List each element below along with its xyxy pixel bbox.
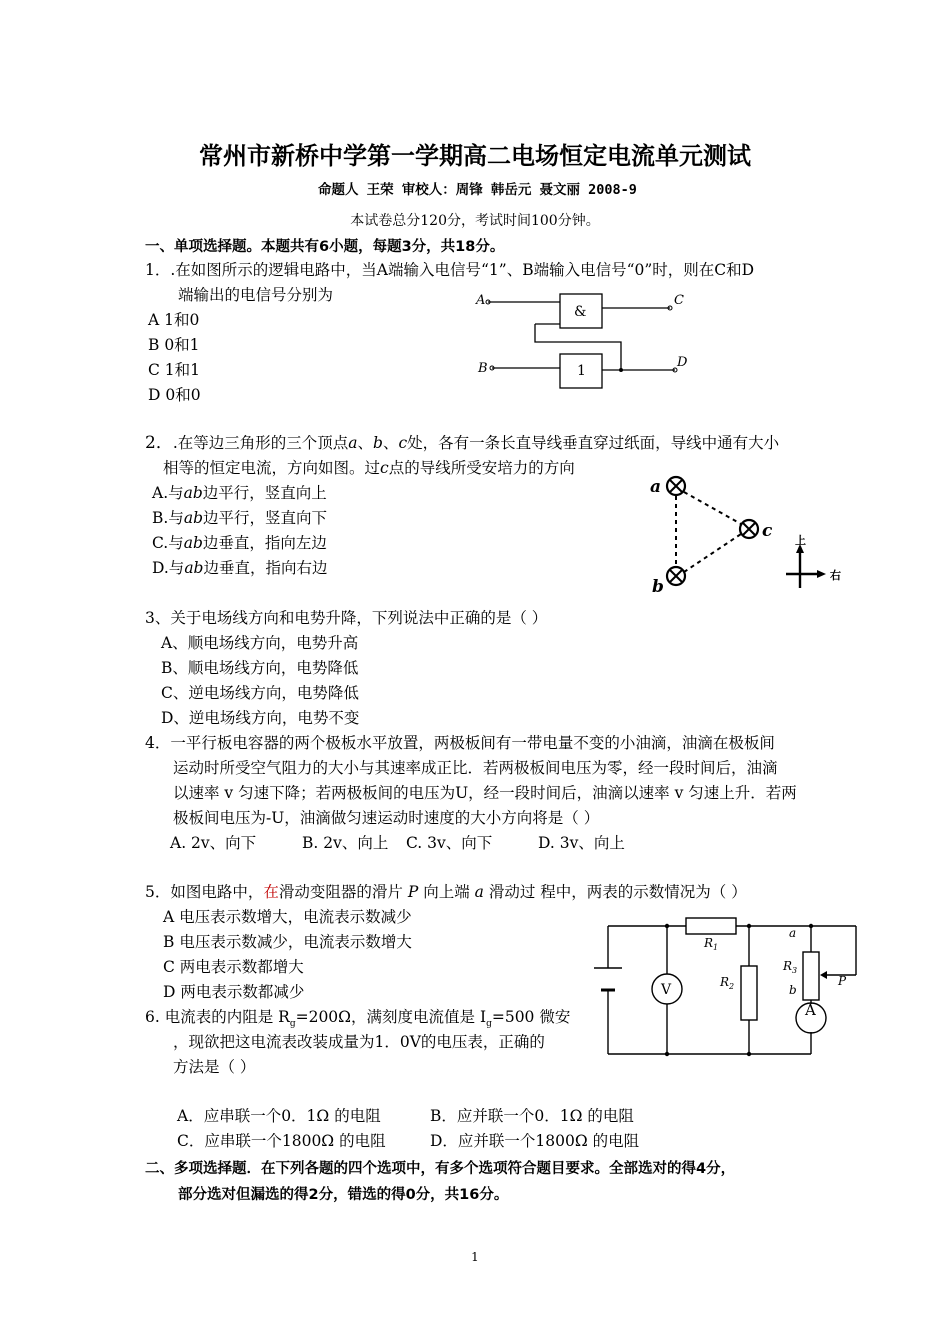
q1-option-a: A 1和0 — [148, 311, 200, 329]
q3-option-d: D、逆电场线方向，电势不变 — [161, 709, 360, 727]
section2-heading-line2: 部分选对但漏选的得2分，错选的得0分，共16分。 — [178, 1187, 509, 1203]
q2-option-d: D.与ab边垂直，指向右边 — [152, 559, 328, 577]
q1-option-b: B 0和1 — [148, 336, 200, 354]
q1-option-c: C 1和1 — [148, 361, 201, 379]
q1-option-d: D 0和0 — [148, 386, 201, 404]
authors-line: 命题人 王荣 审校人：周锋 韩岳元 聂文丽 2008-9 — [318, 182, 637, 198]
slider-p-label: P — [838, 974, 847, 988]
q5-option-d: D 两电表示数都减少 — [163, 983, 305, 1001]
terminal-a-label: a — [789, 926, 797, 940]
q2-stem-line1: 2．.在等边三角形的三个顶点a、b、c处，各有一条长直导线垂直穿过纸面，导线中通有大小 — [145, 433, 780, 453]
q6-line3: 方法是（ ） — [173, 1058, 256, 1076]
q6-option-c: C．应串联一个1800Ω 的电阻 — [177, 1132, 386, 1150]
terminal-b-label: b — [789, 983, 797, 997]
r1-label: $R_1$ — [704, 936, 719, 952]
q1-stem-line1: 1．.在如图所示的逻辑电路中，当A端输入电信号“1”、B端输入电信号“0”时，则在C和D — [145, 261, 755, 279]
q6-option-b: B．应并联一个0．1Ω 的电阻 — [430, 1107, 634, 1125]
q2-option-a: A.与ab边平行，竖直向上 — [152, 484, 327, 502]
q6-option-a: A．应串联一个0．1Ω 的电阻 — [177, 1107, 381, 1125]
voltmeter-symbol: V — [661, 982, 672, 998]
triangle-wires-figure — [640, 468, 850, 596]
section2-heading-line1: 二、多项选择题．在下列各题的四个选项中，有多个选项符合题目要求。全部选对的得4分， — [145, 1161, 736, 1177]
section1-heading: 一、单项选择题。本题共有6小题，每题3分，共18分。 — [145, 239, 505, 255]
q5-option-b: B 电压表示数减少，电流表示数增大 — [163, 933, 412, 951]
page-number: 1 — [471, 1250, 479, 1264]
vertex-label-b: b — [652, 577, 664, 597]
q6-line2: ，现欲把这电流表改装成量为1．0V的电压表，正确的 — [173, 1033, 545, 1051]
page-title: 常州市新桥中学第一学期高二电场恒定电流单元测试 — [199, 142, 751, 170]
q2-option-b: B.与ab边平行，竖直向下 — [152, 509, 328, 527]
logic-label-d: D — [677, 355, 688, 370]
q4-option-c: C. 3v、向下 — [406, 834, 493, 852]
q4-option-d: D. 3v、向上 — [538, 834, 625, 852]
q5-stem: 5．如图电路中，在滑动变阻器的滑片 P 向上端 a 滑动过 程中，两表的示数情况为（ ） — [145, 883, 747, 901]
vertex-label-c: c — [762, 521, 773, 541]
circuit-figure — [580, 910, 870, 1060]
q4-line2: 运动时所受空气阻力的大小与其速率成正比．若两极板间电压为零，经一段时间后，油滴 — [173, 759, 778, 777]
logic-label-a: A — [476, 293, 486, 308]
ammeter-symbol: A — [805, 1001, 816, 1019]
q5-option-a: A 电压表示数增大，电流表示数减少 — [163, 908, 412, 926]
logic-label-b: B — [478, 361, 488, 376]
vertex-label-a: a — [650, 477, 662, 497]
and-gate-symbol: & — [574, 304, 587, 320]
not-gate-symbol: 1 — [577, 363, 586, 379]
direction-up-label: 上 — [795, 534, 806, 547]
q3-option-a: A、顺电场线方向，电势升高 — [161, 634, 359, 652]
q3-option-b: B、顺电场线方向，电势降低 — [161, 659, 359, 677]
r2-label: $R_2$ — [720, 975, 735, 991]
exam-info: 本试卷总分120分，考试时间100分钟。 — [350, 213, 600, 229]
q3-stem: 3、关于电场线方向和电势升降，下列说法中正确的是（ ） — [145, 609, 548, 627]
direction-right-label: 右 — [830, 569, 841, 582]
logic-circuit-figure — [470, 288, 700, 388]
q4-line3: 以速率 v 匀速下降；若两极板间的电压为U，经一段时间后，油滴以速率 v 匀速上升．若两 — [173, 784, 797, 802]
q1-stem-line2: 端输出的电信号分别为 — [178, 286, 334, 304]
q3-option-c: C、逆电场线方向，电势降低 — [161, 684, 359, 702]
q6-option-d: D．应并联一个1800Ω 的电阻 — [430, 1132, 640, 1150]
q6-line1: 6. 电流表的内阻是 $R_g=200\Omega$，满刻度电流值是 $I_g=500$ 微安 — [145, 1008, 571, 1030]
logic-label-c: C — [674, 293, 684, 308]
r3-label: $R_3$ — [783, 959, 798, 975]
q2-option-c: C.与ab边垂直，指向左边 — [152, 534, 327, 552]
q4-line1: 4．一平行板电容器的两个极板水平放置，两极板间有一带电量不变的小油滴，油滴在极板间 — [145, 734, 775, 752]
q4-line4: 极板间电压为-U，油滴做匀速运动时速度的大小方向将是（ ） — [173, 809, 600, 827]
q4-option-a: A. 2v、向下 — [170, 834, 257, 852]
q5-option-c: C 两电表示数都增大 — [163, 958, 304, 976]
q4-option-b: B. 2v、向上 — [302, 834, 389, 852]
q2-stem-line2: 相等的恒定电流，方向如图。过c点的导线所受安培力的方向 — [163, 459, 575, 477]
